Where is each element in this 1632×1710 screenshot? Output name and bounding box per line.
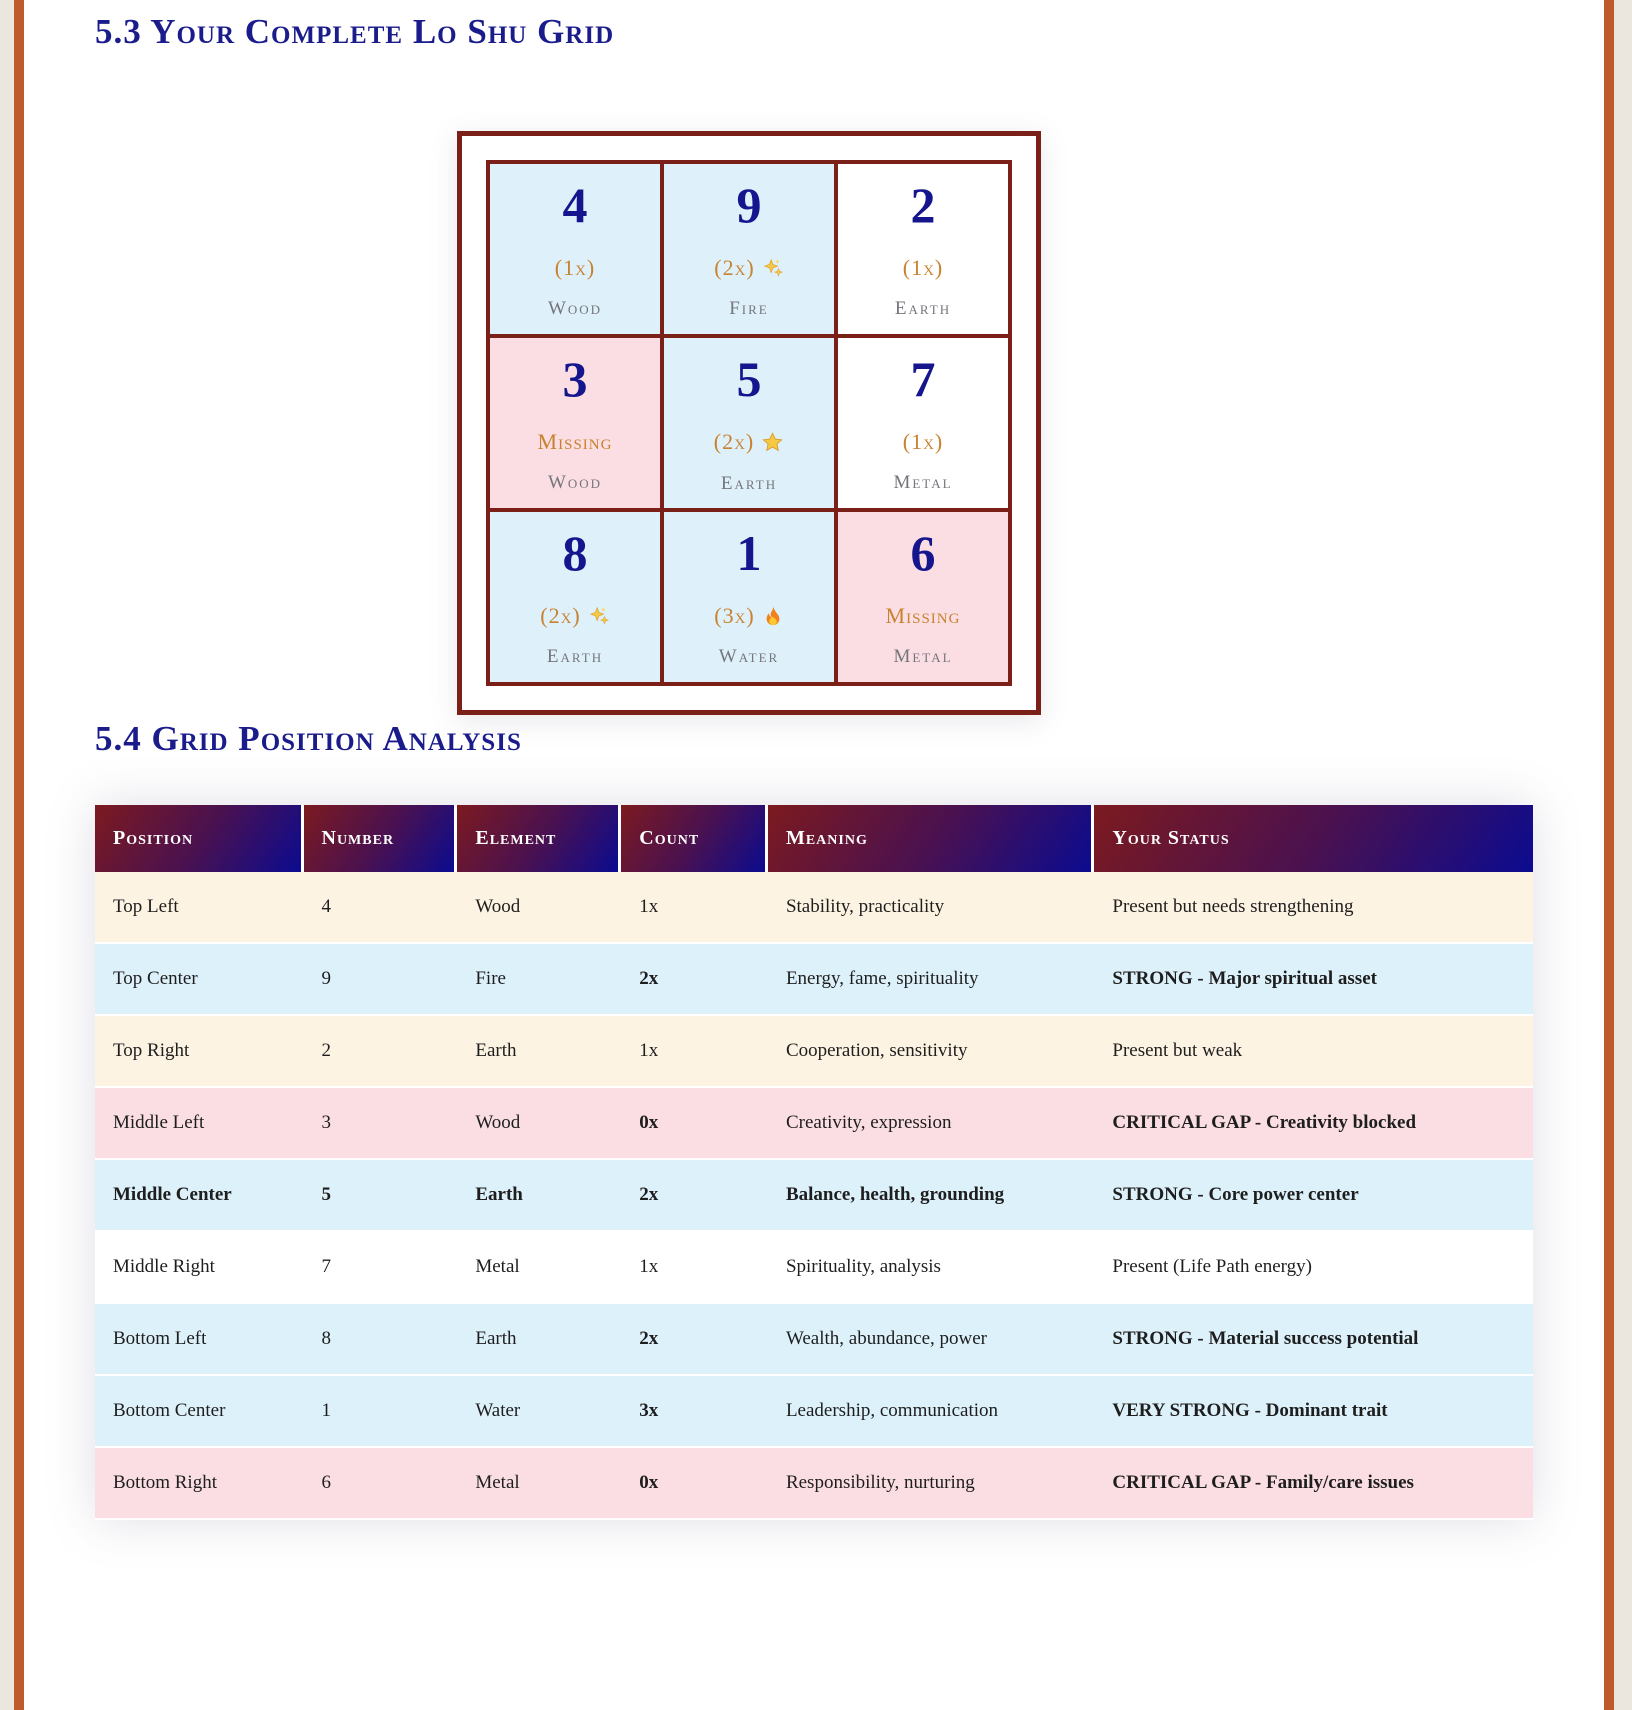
cell-count-label: (2x) xyxy=(540,603,581,629)
cell-count: 3x xyxy=(621,1376,768,1448)
cell-element: Earth xyxy=(457,1304,621,1376)
cell-number: 1 xyxy=(736,525,762,582)
cell-number: 7 xyxy=(304,1232,458,1304)
cell-status: Present (Life Path energy) xyxy=(1094,1232,1533,1304)
cell-count: 2x xyxy=(621,1160,768,1232)
cell-status: VERY STRONG - Dominant trait xyxy=(1094,1376,1533,1448)
lo-shu-cell xyxy=(836,336,1010,510)
grid-position-analysis-table xyxy=(95,805,1533,1520)
cell-count xyxy=(903,257,944,279)
lo-shu-cell xyxy=(488,162,662,336)
fire-icon xyxy=(762,605,784,627)
column-header-position: Position xyxy=(95,805,304,872)
lo-shu-cell xyxy=(836,162,1010,336)
lo-shu-cell xyxy=(836,510,1010,684)
cell-number: 3 xyxy=(304,1088,458,1160)
cell-status: Present but needs strengthening xyxy=(1094,872,1533,944)
cell-count: 0x xyxy=(621,1448,768,1520)
cell-count-label: (2x) xyxy=(714,255,755,281)
table-header-row xyxy=(95,805,1533,872)
cell-position: Bottom Right xyxy=(95,1448,304,1520)
cell-number: 9 xyxy=(736,177,762,234)
cell-status: STRONG - Core power center xyxy=(1094,1160,1533,1232)
cell-count-label: (1x) xyxy=(554,255,596,281)
lo-shu-cell xyxy=(662,510,836,684)
cell-count xyxy=(714,257,784,279)
sparkles-icon xyxy=(762,257,784,279)
cell-count: 1x xyxy=(621,1016,768,1088)
lo-shu-cell xyxy=(488,510,662,684)
cell-count xyxy=(903,431,944,453)
cell-meaning: Cooperation, sensitivity xyxy=(768,1016,1094,1088)
cell-element: Metal xyxy=(457,1448,621,1520)
cell-number: 6 xyxy=(910,525,936,582)
table-row xyxy=(95,1016,1533,1088)
cell-status: STRONG - Material success potential xyxy=(1094,1304,1533,1376)
cell-element: Earth xyxy=(894,298,952,320)
lo-shu-cell xyxy=(662,162,836,336)
cell-count-label: Missing xyxy=(885,603,961,629)
cell-element: Earth xyxy=(457,1160,621,1232)
table-row xyxy=(95,1448,1533,1520)
cell-position: Bottom Left xyxy=(95,1304,304,1376)
cell-number: 4 xyxy=(304,872,458,944)
cell-meaning: Stability, practicality xyxy=(768,872,1094,944)
column-header-your-status: Your Status xyxy=(1094,805,1533,872)
cell-element: Water xyxy=(718,646,780,668)
cell-count: 1x xyxy=(621,1232,768,1304)
cell-number: 5 xyxy=(304,1160,458,1232)
cell-status: STRONG - Major spiritual asset xyxy=(1094,944,1533,1016)
cell-position: Middle Right xyxy=(95,1232,304,1304)
table-row xyxy=(95,872,1533,944)
lo-shu-cell xyxy=(488,336,662,510)
cell-number: 8 xyxy=(304,1304,458,1376)
cell-count-label: (1x) xyxy=(902,429,944,455)
column-header-number: Number xyxy=(304,805,458,872)
cell-element: Metal xyxy=(893,472,953,494)
cell-meaning: Balance, health, grounding xyxy=(768,1160,1094,1232)
cell-count xyxy=(538,431,613,453)
cell-meaning: Spirituality, analysis xyxy=(768,1232,1094,1304)
cell-number: 2 xyxy=(304,1016,458,1088)
cell-count-label: (1x) xyxy=(902,255,944,281)
table-row xyxy=(95,944,1533,1016)
document-page xyxy=(14,0,1614,1710)
cell-position: Top Center xyxy=(95,944,304,1016)
table-row xyxy=(95,1304,1533,1376)
cell-count-label: (2x) xyxy=(713,429,755,455)
cell-status: CRITICAL GAP - Family/care issues xyxy=(1094,1448,1533,1520)
cell-count-label: Missing xyxy=(537,429,613,455)
table-row xyxy=(95,1376,1533,1448)
column-header-element: Element xyxy=(457,805,621,872)
cell-status: Present but weak xyxy=(1094,1016,1533,1088)
cell-count xyxy=(555,257,596,279)
cell-meaning: Responsibility, nurturing xyxy=(768,1448,1094,1520)
lo-shu-grid xyxy=(486,160,1012,686)
cell-element: Earth xyxy=(546,646,604,668)
cell-element: Wood xyxy=(547,298,603,320)
cell-element: Metal xyxy=(457,1232,621,1304)
cell-number: 5 xyxy=(736,350,762,407)
table-row xyxy=(95,1232,1533,1304)
cell-meaning: Leadership, communication xyxy=(768,1376,1094,1448)
cell-position: Top Right xyxy=(95,1016,304,1088)
cell-position: Middle Center xyxy=(95,1160,304,1232)
cell-element: Wood xyxy=(547,472,603,494)
cell-count: 2x xyxy=(621,1304,768,1376)
cell-element: Fire xyxy=(729,298,769,320)
cell-number: 1 xyxy=(304,1376,458,1448)
cell-number: 6 xyxy=(304,1448,458,1520)
cell-number: 8 xyxy=(562,525,588,582)
cell-count xyxy=(540,605,610,627)
sparkles-icon xyxy=(588,605,610,627)
cell-count xyxy=(714,605,784,627)
lo-shu-cell xyxy=(662,336,836,510)
cell-number: 9 xyxy=(304,944,458,1016)
cell-element: Metal xyxy=(893,646,953,668)
cell-element: Wood xyxy=(457,1088,621,1160)
cell-meaning: Creativity, expression xyxy=(768,1088,1094,1160)
lo-shu-grid-box xyxy=(457,131,1041,715)
table-row xyxy=(95,1088,1533,1160)
cell-meaning: Energy, fame, spirituality xyxy=(768,944,1094,1016)
cell-position: Bottom Center xyxy=(95,1376,304,1448)
cell-count: 0x xyxy=(621,1088,768,1160)
cell-count-label: (3x) xyxy=(714,603,755,629)
cell-number: 7 xyxy=(910,351,936,408)
section-heading-5-4: 5.4 Grid Position Analysis xyxy=(95,719,522,759)
cell-element: Wood xyxy=(457,872,621,944)
cell-count: 1x xyxy=(621,872,768,944)
cell-position: Middle Left xyxy=(95,1088,304,1160)
column-header-count: Count xyxy=(621,805,768,872)
cell-count xyxy=(886,605,961,627)
cell-status: CRITICAL GAP - Creativity blocked xyxy=(1094,1088,1533,1160)
cell-count: 2x xyxy=(621,944,768,1016)
cell-element: Fire xyxy=(457,944,621,1016)
section-heading-5-3: 5.3 Your Complete Lo Shu Grid xyxy=(95,12,615,51)
cell-element: Earth xyxy=(720,472,778,494)
star-icon xyxy=(761,431,784,454)
column-header-meaning: Meaning xyxy=(768,805,1094,872)
cell-element: Earth xyxy=(457,1016,621,1088)
cell-meaning: Wealth, abundance, power xyxy=(768,1304,1094,1376)
table-row xyxy=(95,1160,1533,1232)
cell-number: 3 xyxy=(562,351,588,408)
cell-count xyxy=(714,431,785,454)
cell-number: 2 xyxy=(910,177,936,234)
cell-position: Top Left xyxy=(95,872,304,944)
cell-element: Water xyxy=(457,1376,621,1448)
cell-number: 4 xyxy=(562,177,588,234)
